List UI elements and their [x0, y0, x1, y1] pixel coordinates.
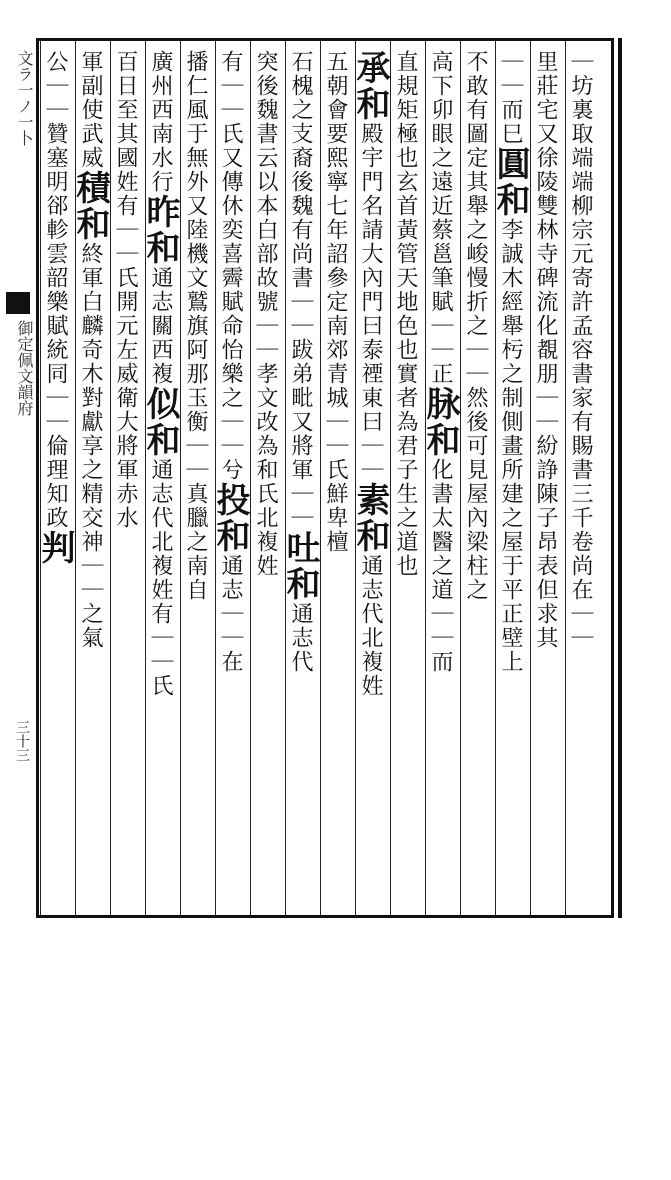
text-column — [531, 50, 565, 910]
text-column — [210, 50, 250, 910]
text-column — [70, 50, 110, 910]
column-text: 通志代北複姓有｜｜氏 — [148, 458, 173, 698]
column-text: 通志代北複姓 — [358, 554, 383, 698]
column-text: 北複姓 — [253, 506, 278, 578]
column-text: 廣州西南水行 — [148, 50, 173, 194]
column-text: ｜｜而巳 — [498, 50, 523, 146]
column-text: 定其舉之峻慢折之｜｜然後可見屋內梁柱之 — [463, 146, 488, 602]
column-text: 高下卯眼之遠近蔡邕筆賦｜｜正 — [428, 50, 453, 386]
column-text: 公｜｜贊 — [43, 50, 68, 146]
text-column — [420, 50, 460, 910]
column-text: 直規矩極也玄首黃管天地色也 — [393, 50, 418, 362]
column-text: 通志代 — [288, 602, 313, 674]
column-text: 殿宇門名請大內門曰泰禋東曰｜｜ — [358, 122, 383, 482]
headword: 投和 — [210, 482, 250, 554]
fish-tail-mark — [6, 292, 30, 314]
headword: 昨和 — [140, 194, 180, 266]
column-text: 有｜｜氏又傳休奕喜霽賦命怡樂之｜｜兮 — [218, 50, 243, 482]
text-column — [490, 50, 530, 910]
text-column — [566, 50, 600, 910]
column-text: 百日至其國 — [113, 50, 138, 170]
column-text: 突後魏書云以本白部故號｜｜孝文改為和氏 — [253, 50, 278, 506]
column-text: 姓有｜｜氏 — [113, 170, 138, 290]
headword: 似和 — [140, 386, 180, 458]
column-text: 李誠木經舉杇之制側畫所建之屋于平正壁上 — [498, 218, 523, 674]
column-text: 里莊宅又徐陵雙林寺碑流化覩朋｜｜紛諍陳子昂表但求其 — [533, 50, 558, 650]
text-column — [350, 50, 390, 910]
page-frame-outer-rule — [618, 38, 622, 918]
column-text: 化書太醫之道｜｜而 — [428, 458, 453, 674]
column-text: 軍副使武威 — [78, 50, 103, 170]
text-column — [35, 50, 75, 910]
column-text: 塞明郤軫雲韶樂賦統同｜｜倫理知政 — [43, 146, 68, 530]
margin-title: 御定佩文韻府 — [15, 320, 34, 416]
column-text: 播仁風于無外又陸機文鷲旗阿那玉衡｜｜ — [183, 50, 208, 482]
column-text: 石槐之支裔後魏有尚書｜｜跋弟毗又將軍｜｜ — [288, 50, 313, 530]
text-column — [321, 50, 355, 910]
column-text: ｜坊裏取端端柳宗元寄許孟容書家有賜書三千卷尚在｜｜ — [568, 50, 593, 650]
column-text: 不敢有圖 — [463, 50, 488, 146]
headword: 脉和 — [420, 386, 460, 458]
column-text: 五朝會要熙寧七年詔參定南郊青城 — [323, 50, 348, 410]
column-text: ｜｜氏鮮卑檀 — [323, 410, 348, 554]
column-text: 實者為君子生之道也 — [393, 362, 418, 578]
column-text: 開元左威衛大將軍赤水 — [113, 290, 138, 530]
headword: 圓和 — [490, 146, 530, 218]
headword: 積和 — [70, 170, 110, 242]
headword: 素和 — [350, 482, 390, 554]
column-text: 真臘之南自 — [183, 482, 208, 602]
margin-top-text: 文ラ一ノ一卜 — [15, 50, 34, 146]
column-text: 通志關西複 — [148, 266, 173, 386]
text-column — [391, 50, 425, 910]
text-column — [461, 50, 495, 910]
text-column — [181, 50, 215, 910]
text-column — [140, 50, 180, 910]
text-column — [111, 50, 145, 910]
headword: 判 — [35, 530, 75, 566]
text-column — [251, 50, 285, 910]
headword: 承和 — [350, 50, 390, 122]
headword: 吐和 — [280, 530, 320, 602]
page-number: 三十三 — [14, 720, 30, 762]
text-column — [280, 50, 320, 910]
column-text: 通志｜｜在 — [218, 554, 243, 674]
column-text: 終軍白麟奇木對獻享之精交神｜｜之氣 — [78, 242, 103, 650]
